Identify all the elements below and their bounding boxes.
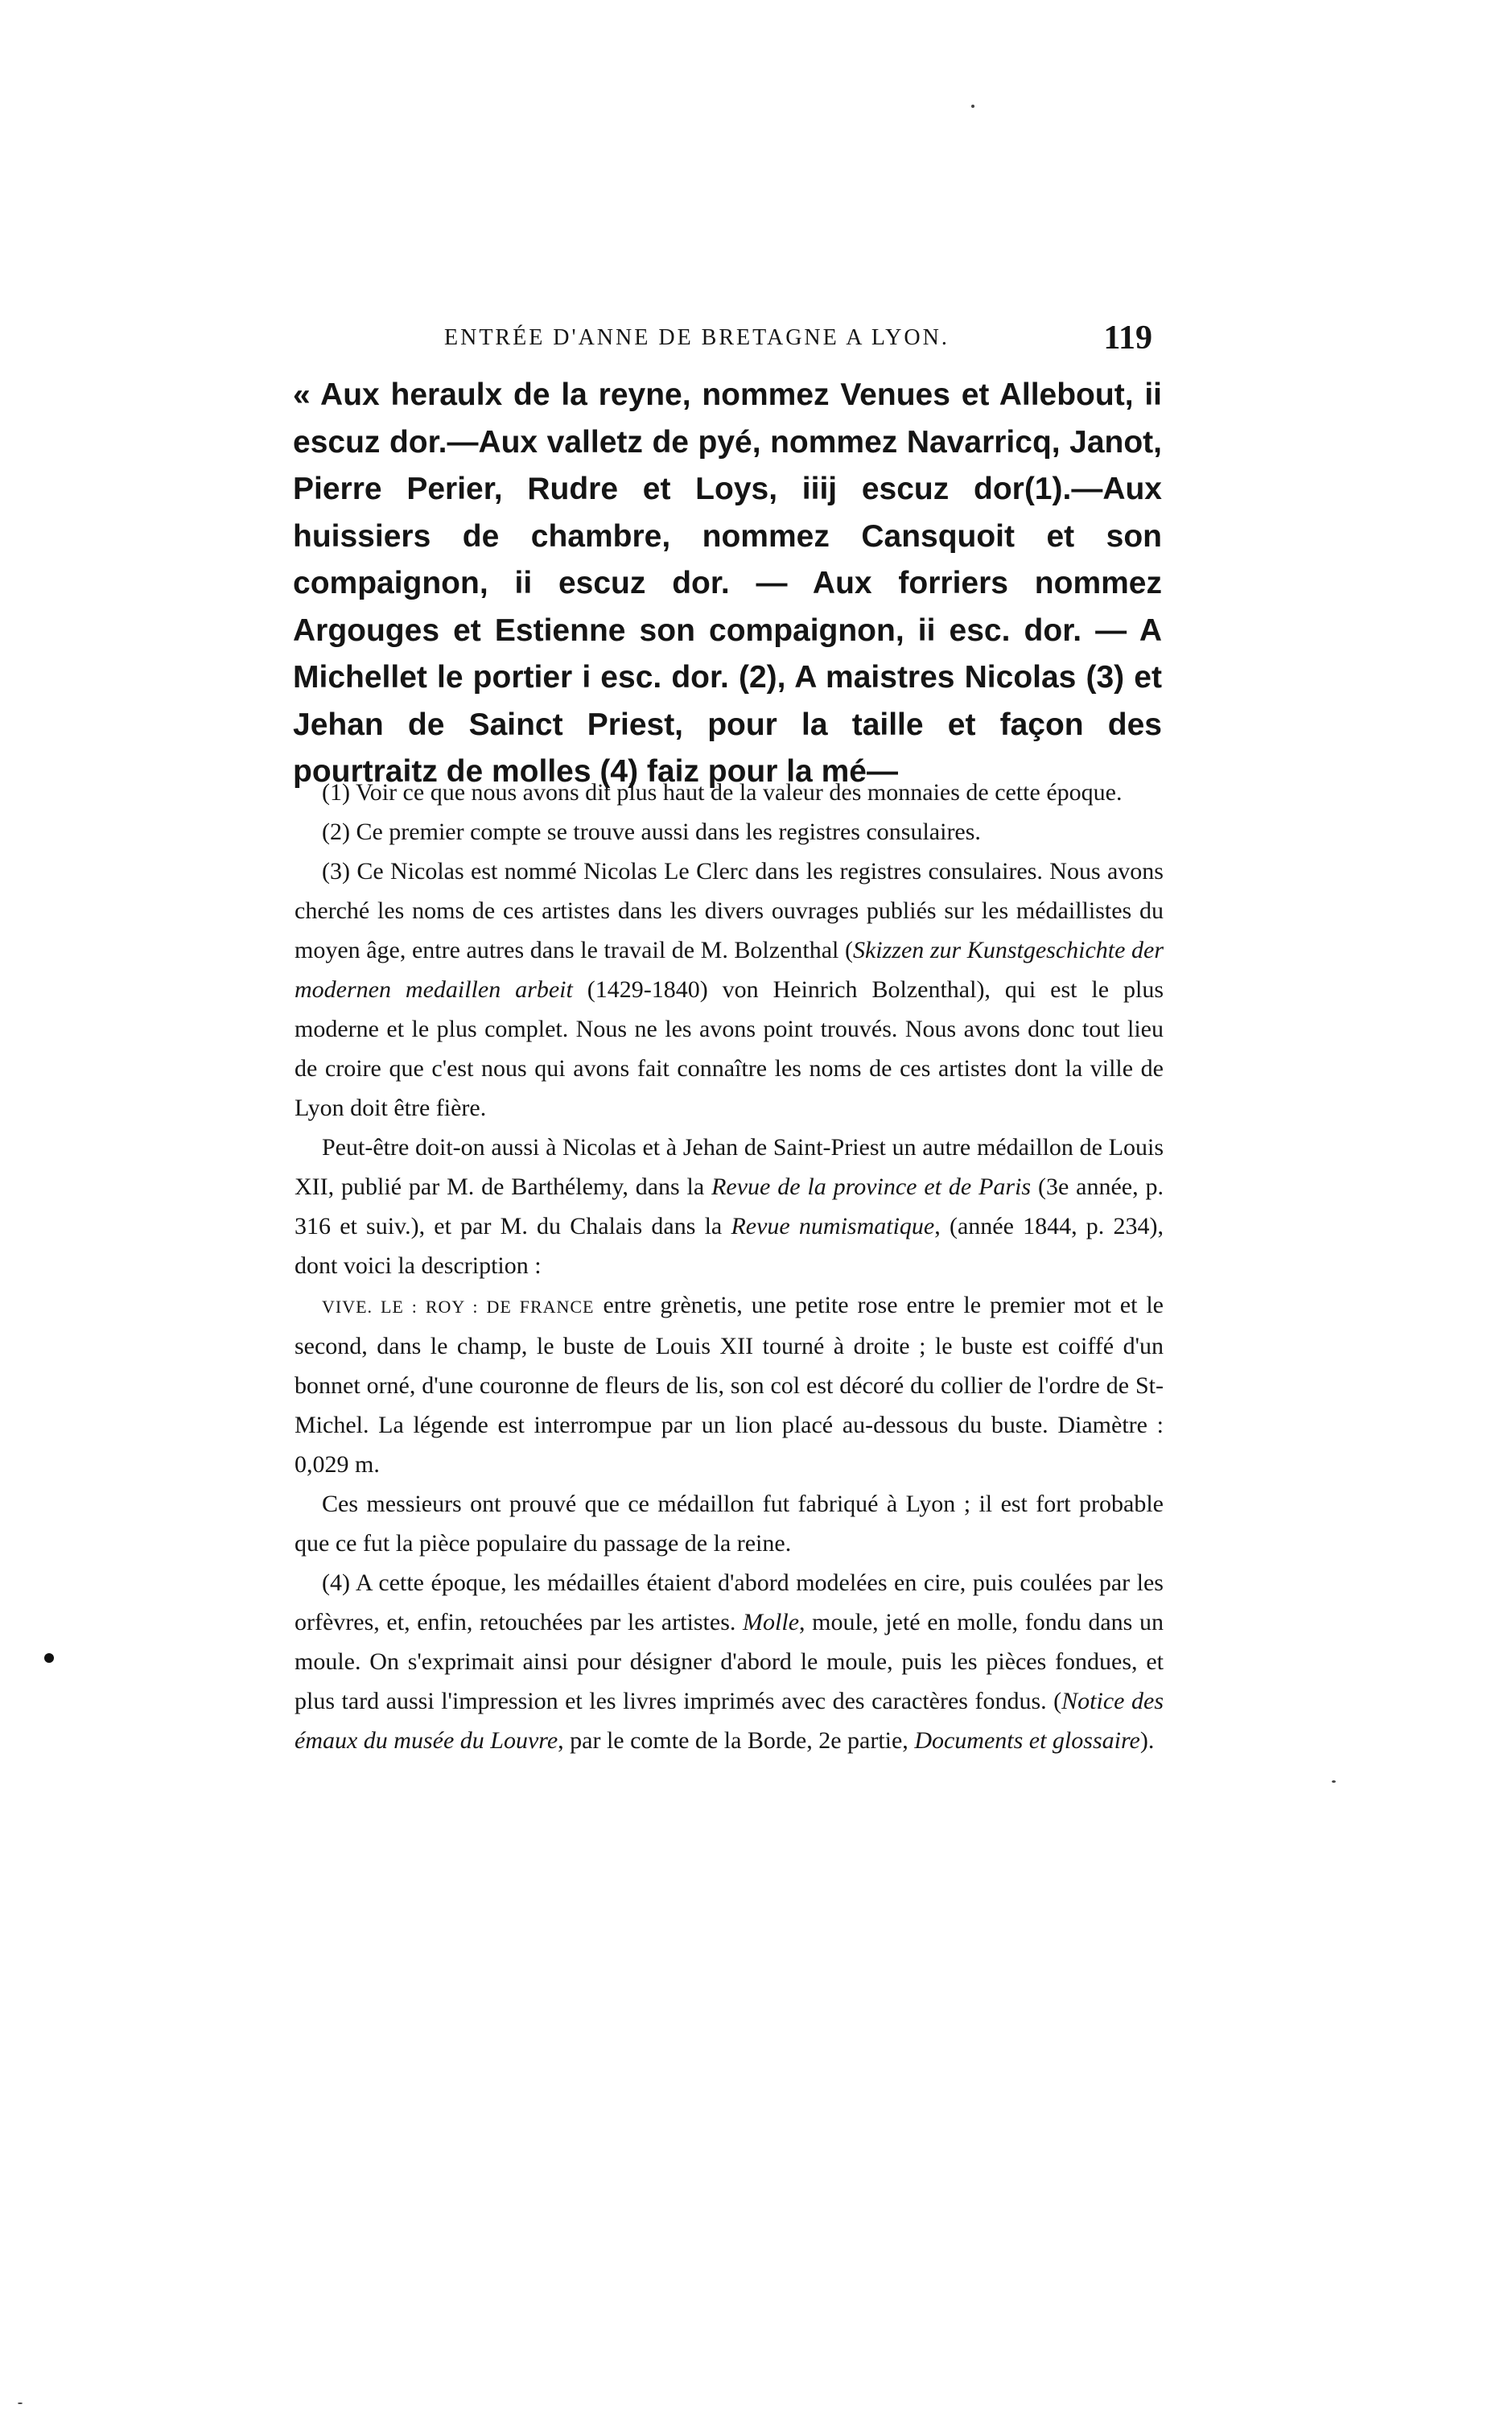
p2-journal-title-2: Revue numismatique (731, 1213, 935, 1239)
footnote-3-paragraph-3 (295, 1285, 1164, 1484)
p2-text-c: , (année 1844, p. 234), dont voici la description : (295, 1213, 1164, 1279)
footnote-4-text-d: ). (1139, 1727, 1155, 1754)
paper-speck (1332, 1780, 1336, 1783)
running-title: ENTRÉE D'ANNE DE BRETAGNE A LYON. (444, 325, 950, 350)
p2-text-a: Peut-être doit-on aussi à Nicolas et à Jehan de Saint-Priest un autre médaillon de Louis XII, publié par M. de Barthélemy, dans la (295, 1134, 1164, 1200)
footnote-2: (2) Ce premier compte se trouve aussi dans les registres consulaires. (322, 819, 981, 845)
paper-speck (971, 105, 974, 108)
footnote-3-paragraph-2 (295, 1128, 1164, 1285)
footnote-4-text-b: , moule, jeté en molle, fondu dans un moule. On s'exprimait ainsi pour désigner d'abord le moule, puis les pièces fondues, et plus tard aussi l'impression et les livres imprimés avec des caractères fondus. ( (295, 1609, 1164, 1714)
main-paragraph: « Aux heraulx de la reyne, nommez Venues et Allebout, ii escuz dor.—Aux valletz de pyé, nommez Navarricq, Janot, Pierre Perier, Rudre et Loys, iiij escuz dor(1).—Aux huissiers de chambre, nommez Cansquoit et son compaignon, ii escuz dor. — Aux forriers nommez Argouges et Estienne son compaignon, ii esc. dor. — A Michellet le portier i esc. dor. (2), A maistres Nicolas (3) et Jehan de Sainct Priest, pour la taille et façon des pourtraitz de molles (4) faiz pour la mé— (293, 377, 1162, 789)
medal-description: entre grènetis, une petite rose entre le premier mot et le second, dans le champ, le buste de Louis XII tourné à droite ; le buste est coiffé d'un bonnet orné, d'une couronne de fleurs de lis, son col est décoré du collier de l'ordre de St-Michel. La légende est interrompue par un lion placé au-dessous du buste. Diamètre : 0,029 m. (295, 1292, 1164, 1478)
footnote-3-text-a: (3) Ce Nicolas est nommé Nicolas Le Clerc dans les registres consulaires. Nous avons cherché les noms de ces artistes dans les divers ouvrages publiés sur les médaillistes du moyen âge, entre autres dans le travail de M. Bolzenthal ( (295, 858, 1164, 963)
footnote-4-text-c: , par le comte de la Borde, 2e partie, (558, 1727, 915, 1754)
footnote-3-book-title: Skizzen zur Kunstgeschichte der modernen medaillen arbeit (295, 937, 1164, 1003)
footnote-4-book-title: Notice des émaux du musée du Louvre (295, 1688, 1164, 1754)
page-number: 119 (1103, 320, 1152, 357)
footnote-4 (295, 1563, 1164, 1760)
medal-legend: VIVE. LE : ROY : DE FRANCE (322, 1297, 595, 1317)
footnote-3 (295, 852, 1164, 1128)
margin-ink-dot (44, 1653, 54, 1663)
p2-text-b: (3e année, p. 316 et suiv.), et par M. du Chalais dans la (295, 1173, 1164, 1239)
footnote-1: (1) Voir ce que nous avons dit plus haut de la valeur des monnaies de cette époque. (322, 779, 1123, 806)
paper-speck (18, 2402, 23, 2404)
running-header (299, 314, 1168, 362)
footnotes (295, 773, 1164, 1760)
footnote-4-text-a: (4) A cette époque, les médailles étaient d'abord modelées en cire, puis coulées par les orfèvres, et, enfin, retouchées par les artistes. (295, 1569, 1164, 1635)
footnote-4-term: Molle (743, 1609, 800, 1635)
footnote-3-text-b: (1429-1840) von Heinrich Bolzenthal), qui est le plus moderne et le plus complet. Nous ne les avons point trouvés. Nous avons donc tout lieu de croire que c'est nous qui avons fait connaître les noms de ces artistes dont la ville de Lyon doit être fière. (295, 976, 1164, 1121)
footnote-3-paragraph-4: Ces messieurs ont prouvé que ce médaillon fut fabriqué à Lyon ; il est fort probable que ce fut la pièce populaire du passage de la reine. (295, 1491, 1164, 1557)
p2-journal-title-1: Revue de la province et de Paris (711, 1173, 1032, 1200)
footnote-4-section-title: Documents et glossaire (914, 1727, 1140, 1754)
